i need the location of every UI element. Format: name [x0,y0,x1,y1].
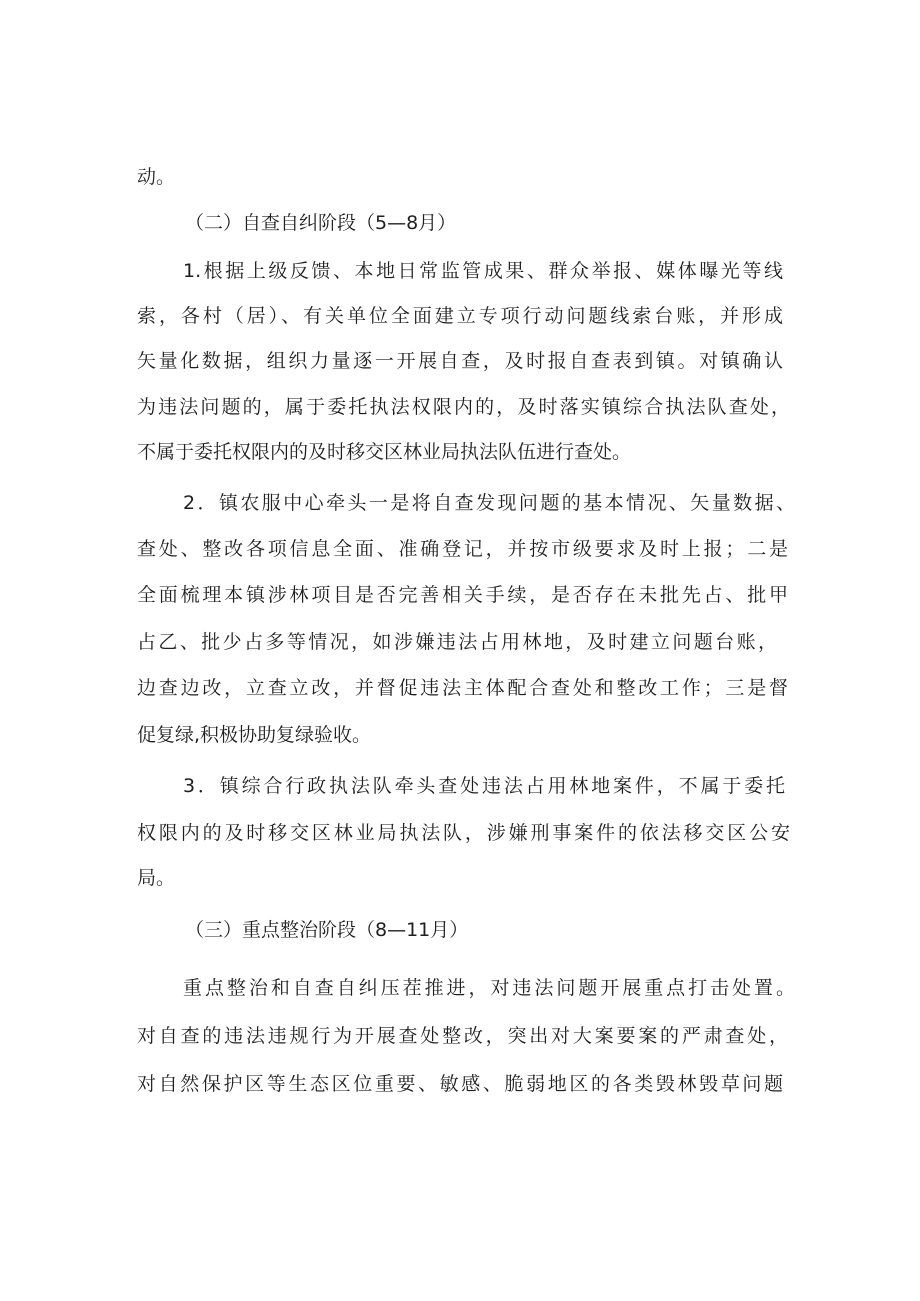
text-line: 全面梳理本镇涉林项目是否完善相关手续，是否存在未批先占、批甲 [137,584,788,606]
text-line: 2．镇农服中心牵头一是将自查发现问题的基本情况、矢量数据、 [183,492,795,514]
section-heading: （三）重点整治阶段（8—11月） [185,919,469,941]
text-line: 占乙、批少占多等情况，如涉嫌违法占用林地，及时建立问题台账， [137,631,777,653]
text-line: 不属于委托权限内的及时移交区林业局执法队伍进行查处。 [137,441,632,463]
text-line: 1.根据上级反馈、本地日常监管成果、群众举报、媒体曝光等线 [183,260,783,282]
text-line: 局。 [137,867,176,889]
text-line: 促复绿,积极协助复绿验收。 [137,724,372,746]
text-line: 权限内的及时移交区林业局执法队，涉嫌刑事案件的依法移交区公安 [137,822,790,844]
text-line: 对自然保护区等生态区位重要、敏感、脆弱地区的各类毁林毁草问题 [137,1073,783,1095]
text-line: 重点整治和自查自纠压茬推进，对违法问题开展重点打击处置。 [183,977,795,999]
text-line: 动。 [137,166,176,188]
text-line: 边查边改，立查立改，并督促违法主体配合查处和整改工作；三是督 [137,677,788,699]
text-line: 索，各村（居）、有关单位全面建立专项行动问题线索台账，并形成 [137,305,783,327]
text-line: 3．镇综合行政执法队牵头查处违法占用林地案件，不属于委托 [183,775,785,797]
text-line: 查处、整改各项信息全面、准确登记，并按市级要求及时上报；二是 [137,538,788,560]
section-heading: （二）自查自纠阶段（5—8月） [185,212,457,234]
text-line: 矢量化数据，组织力量逐一开展自查，及时报自查表到镇。对镇确认 [137,350,783,372]
text-line: 为违法问题的，属于委托执法权限内的，及时落实镇综合执法队查处， [137,396,790,418]
text-line: 对自查的违法违规行为开展查处整改，突出对大案要案的严肃查处， [137,1025,788,1047]
